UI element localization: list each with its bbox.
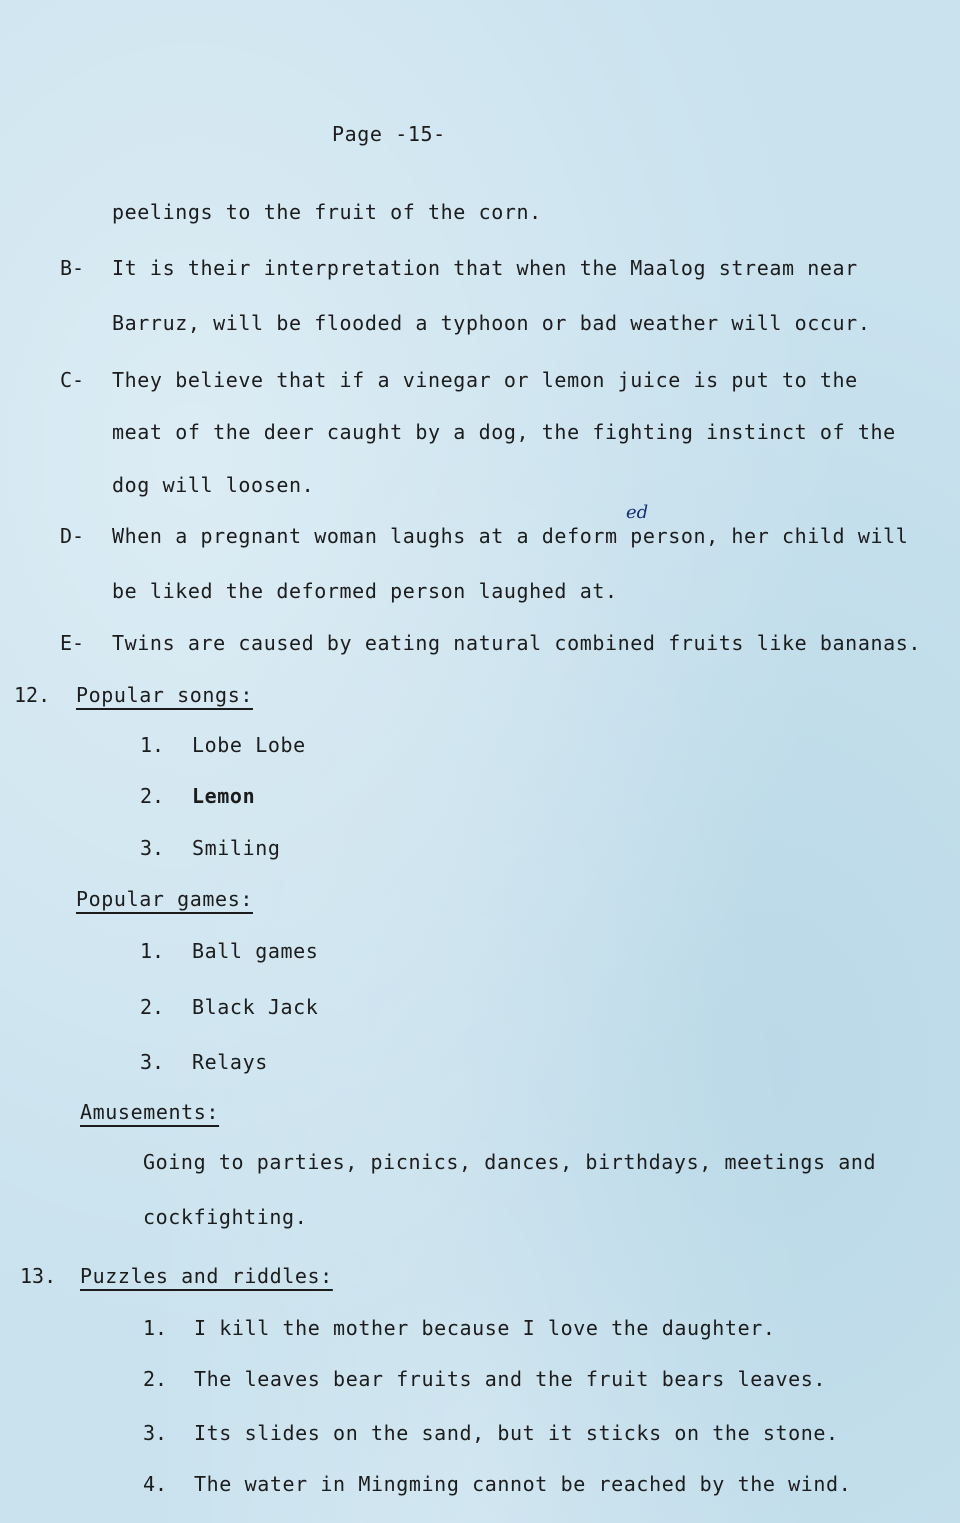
riddle-item: The leaves bear fruits and the fruit bears leaves. <box>194 1367 827 1391</box>
song-number: 1. <box>140 733 165 757</box>
game-number: 1. <box>140 939 165 963</box>
game-number: 3. <box>140 1050 165 1074</box>
item-marker-e: E- <box>60 631 85 655</box>
paragraph-c-line-2: meat of the deer caught by a dog, the fighting instinct of the <box>112 420 896 444</box>
game-number: 2. <box>140 995 165 1019</box>
song-item: Smiling <box>192 836 281 860</box>
song-item: Lobe Lobe <box>192 733 306 757</box>
paragraph-c-line-3: dog will loosen. <box>112 473 315 497</box>
riddle-number: 2. <box>143 1367 168 1391</box>
game-item: Ball games <box>192 939 319 963</box>
amusements-line-1: Going to parties, picnics, dances, birthdays, meetings and <box>143 1150 877 1174</box>
song-number: 2. <box>140 784 165 808</box>
section-13-number: 13. <box>20 1264 57 1288</box>
game-item: Black Jack <box>192 995 319 1019</box>
paragraph-e-line-1: Twins are caused by eating natural combined fruits like bananas. <box>112 631 922 655</box>
paragraph-d-line-1: When a pregnant woman laughs at a deform person, her child will <box>112 524 909 548</box>
popular-games-heading: Popular games: <box>76 887 253 911</box>
item-marker-c: C- <box>60 368 85 392</box>
riddle-number: 4. <box>143 1472 168 1496</box>
riddle-item: Its slides on the sand, but it sticks on the stone. <box>194 1421 839 1445</box>
amusements-line-2: cockfighting. <box>143 1205 308 1229</box>
amusements-heading: Amusements: <box>80 1100 220 1124</box>
section-12-number: 12. <box>14 683 51 707</box>
page-number: Page -15- <box>332 122 446 146</box>
paragraph-b-line-1: It is their interpretation that when the Maalog stream near <box>112 256 858 280</box>
handwritten-correction: ed <box>626 502 649 523</box>
song-number: 3. <box>140 836 165 860</box>
song-item: Lemon <box>192 784 256 808</box>
paragraph-b-line-2: Barruz, will be flooded a typhoon or bad weather will occur. <box>112 311 871 335</box>
popular-songs-heading: Popular songs: <box>76 683 253 707</box>
paragraph-c-line-1: They believe that if a vinegar or lemon juice is put to the <box>112 368 858 392</box>
item-marker-d: D- <box>60 524 85 548</box>
continued-line: peelings to the fruit of the corn. <box>112 200 542 224</box>
riddle-number: 3. <box>143 1421 168 1445</box>
puzzles-heading: Puzzles and riddles: <box>80 1264 333 1288</box>
riddle-item: I kill the mother because I love the daughter. <box>194 1316 776 1340</box>
item-marker-b: B- <box>60 256 85 280</box>
riddle-item: The water in Mingming cannot be reached by the wind. <box>194 1472 852 1496</box>
paragraph-d-line-2: be liked the deformed person laughed at. <box>112 579 618 603</box>
game-item: Relays <box>192 1050 268 1074</box>
riddle-number: 1. <box>143 1316 168 1340</box>
